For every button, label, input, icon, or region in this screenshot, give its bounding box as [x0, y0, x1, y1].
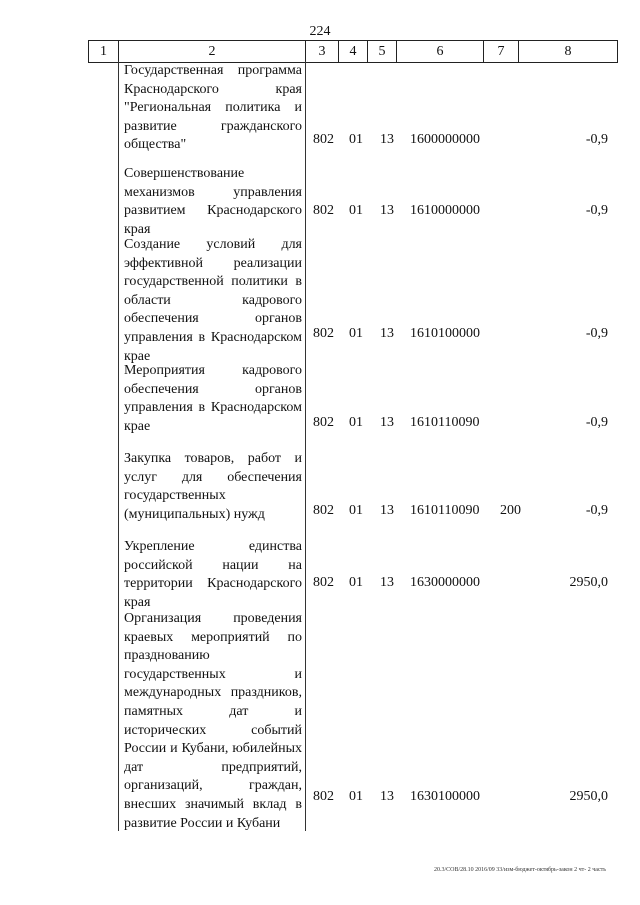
row-description: Мероприятия кадрового обеспечения органов управления в Краснодарском крае: [124, 363, 302, 434]
row-description: Закупка товаров, работ и услуг для обеспечения государственных (муниципальных) нужд: [124, 451, 302, 522]
header-col-8: 8: [518, 41, 618, 62]
cell-col-8: -0,9: [585, 132, 608, 147]
cell-col-4: 01: [349, 575, 363, 590]
cell-col-8: -0,9: [585, 326, 608, 341]
cell-col-4: 01: [349, 503, 363, 518]
cell-col-6: 1610110090: [410, 415, 480, 430]
cell-col-4: 01: [349, 203, 363, 218]
row-description: Организация проведения краевых мероприятий по празднованию государственных и международных праздников, памятных дат и исторических событий России и Кубани, юбилейных дат предприятий, организаций, граждан, внесших значимый вклад в развитие России и Кубани: [124, 611, 302, 831]
cell-col-3: 802: [313, 203, 334, 218]
column-divider-right: [305, 61, 306, 831]
cell-col-8: -0,9: [585, 503, 608, 518]
header-col-7: 7: [483, 41, 518, 62]
header-col-3: 3: [305, 41, 338, 62]
cell-col-4: 01: [349, 132, 363, 147]
cell-col-7: 200: [500, 503, 521, 518]
page-number: 224: [309, 24, 331, 39]
cell-col-4: 01: [349, 789, 363, 804]
cell-col-3: 802: [313, 326, 334, 341]
cell-col-8: -0,9: [585, 203, 608, 218]
cell-col-4: 01: [349, 326, 363, 341]
cell-col-8: 2950,0: [569, 789, 608, 804]
footer-reference: 20.3/СОВ/28.10 2016/09 33/изм-бюджет-октябрь-закон 2 чт- 2 часть: [433, 867, 606, 873]
cell-col-3: 802: [313, 789, 334, 804]
cell-col-5: 13: [380, 203, 394, 218]
cell-col-5: 13: [380, 132, 394, 147]
cell-col-5: 13: [380, 503, 394, 518]
cell-col-5: 13: [380, 789, 394, 804]
cell-col-4: 01: [349, 415, 363, 430]
header-col-1: 1: [88, 41, 118, 62]
cell-col-8: 2950,0: [569, 575, 608, 590]
cell-col-6: 1600000000: [410, 132, 480, 147]
cell-col-3: 802: [313, 503, 334, 518]
cell-col-8: -0,9: [585, 415, 608, 430]
cell-col-6: 1630000000: [410, 575, 480, 590]
table-header: [88, 40, 618, 63]
row-description: Совершенствование механизмов управления развитием Краснодарского края: [124, 166, 302, 237]
cell-col-3: 802: [313, 132, 334, 147]
header-col-2: 2: [118, 41, 305, 62]
cell-col-5: 13: [380, 415, 394, 430]
header-col-4: 4: [338, 41, 367, 62]
row-description: Государственная программа Краснодарского края "Региональная политика и развитие гражданского общества": [124, 63, 302, 153]
cell-col-6: 1610110090: [410, 503, 480, 518]
cell-col-6: 1610100000: [410, 326, 480, 341]
column-divider-left: [118, 61, 119, 831]
row-description: Укрепление единства российской нации на территории Краснодарского края: [124, 539, 302, 610]
header-col-5: 5: [367, 41, 396, 62]
cell-col-6: 1610000000: [410, 203, 480, 218]
cell-col-5: 13: [380, 326, 394, 341]
header-col-6: 6: [396, 41, 483, 62]
cell-col-3: 802: [313, 575, 334, 590]
cell-col-5: 13: [380, 575, 394, 590]
row-description: Создание условий для эффективной реализации государственной политики в области кадрового обеспечения органов управления в Краснодарском крае: [124, 237, 302, 364]
cell-col-6: 1630100000: [410, 789, 480, 804]
cell-col-3: 802: [313, 415, 334, 430]
